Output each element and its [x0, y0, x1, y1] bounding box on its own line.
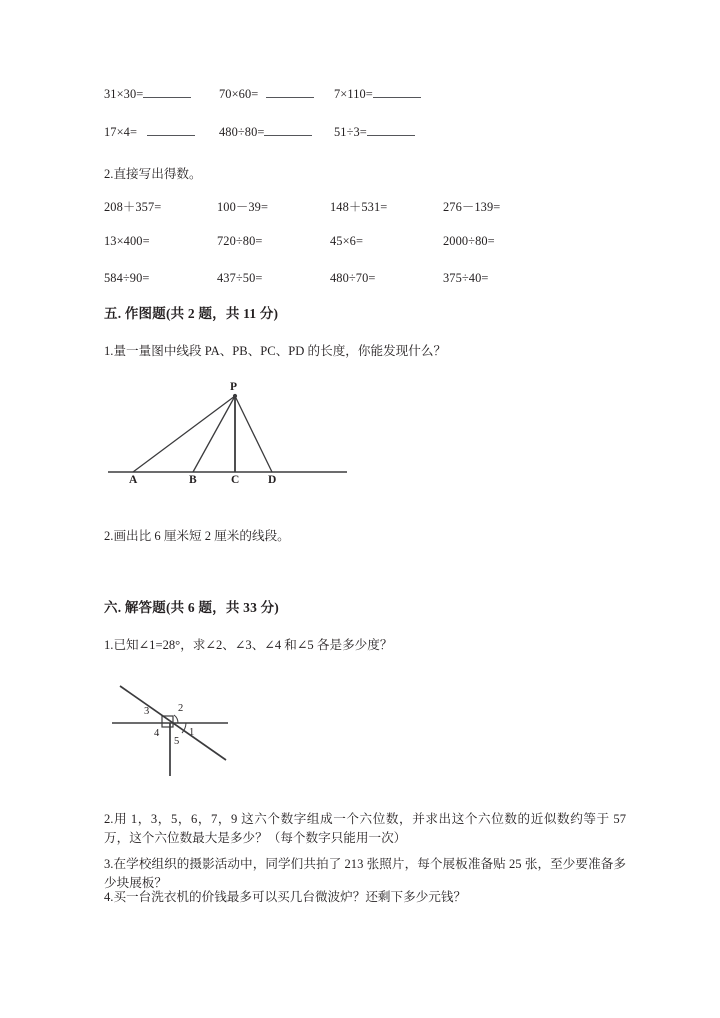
angle-arc-2 — [174, 715, 178, 723]
expression: 100－39= — [217, 200, 269, 214]
angle-label-1: 1 — [189, 727, 195, 738]
section-five-heading: 五. 作图题(共 2 题，共 11 分) — [104, 306, 279, 321]
expression: 720÷80= — [217, 234, 263, 248]
direct-answer-row-3 — [104, 271, 556, 286]
segment-PD — [235, 396, 272, 472]
figure-label-D: D — [268, 474, 277, 486]
intersecting-lines-angle-figure — [108, 678, 268, 778]
answer-blank[interactable] — [143, 86, 191, 98]
section-five-question-2: 2.画出比 6 厘米短 2 厘米的线段。 — [104, 529, 290, 543]
section-six-question-4: 4.买一台洗衣机的价钱最多可以买几台微波炉？还剩下多少元钱？ — [104, 890, 467, 904]
pa-pb-pc-pd-svg — [100, 383, 360, 488]
answer-blank[interactable] — [373, 86, 421, 98]
figure-label-C: C — [231, 474, 240, 486]
answer-blank[interactable] — [147, 124, 195, 136]
angle-figure-svg — [108, 678, 268, 778]
section-six-question-3: 3.在学校组织的摄影活动中，同学们共拍了 213 张照片，每个展板准备贴 25 张，至少要准备多少块展板？ — [104, 857, 626, 890]
expression: 148＋531= — [330, 200, 388, 214]
perpendicular-distance-figure — [100, 383, 360, 488]
oral-calc-cell — [219, 124, 334, 140]
expression: 13×400= — [104, 234, 150, 248]
expression: 276－139= — [443, 200, 501, 214]
section-five-question-1: 1.量一量图中线段 PA、PB、PC、PD 的长度，你能发现什么？ — [104, 344, 447, 358]
expression: 51÷3= — [334, 125, 367, 139]
oral-calc-row-2 — [104, 124, 449, 140]
figure-label-A: A — [129, 474, 138, 486]
oral-calc-cell — [219, 86, 334, 102]
figure-label-B: B — [189, 474, 197, 486]
answer-blank[interactable] — [266, 86, 314, 98]
angle-label-3: 3 — [144, 706, 150, 717]
direct-answer-row-1 — [104, 197, 556, 215]
section-six-question-1: 1.已知∠1=28°，求∠2、∠3、∠4 和∠5 各是多少度？ — [104, 638, 393, 652]
expression: 375÷40= — [443, 271, 489, 285]
oral-calc-cell — [334, 86, 449, 102]
angle-label-5: 5 — [174, 736, 180, 747]
oral-calc-cell — [104, 86, 219, 102]
figure-label-P: P — [230, 381, 238, 393]
angle-label-2: 2 — [178, 703, 184, 714]
expression: 31×30= — [104, 87, 144, 101]
expression: 70×60= — [219, 87, 259, 101]
expression: 7×110= — [334, 87, 373, 101]
expression: 437÷50= — [217, 271, 263, 285]
point-P-dot — [233, 394, 237, 398]
oral-calc-row-1 — [104, 86, 449, 102]
expression: 17×4= — [104, 125, 138, 139]
answer-blank[interactable] — [367, 124, 415, 136]
expression: 480÷80= — [219, 125, 265, 139]
segment-PB — [193, 396, 235, 472]
answer-blank[interactable] — [264, 124, 312, 136]
direct-answer-row-2 — [104, 234, 556, 249]
section-six-heading: 六. 解答题(共 6 题，共 33 分) — [104, 600, 279, 615]
expression: 584÷90= — [104, 271, 150, 285]
expression: 208＋357= — [104, 200, 162, 214]
section-six-question-2: 2.用 1，3，5，6，7，9 这六个数字组成一个六位数，并求出这个六位数的近似数约等于 57 万，这个六位数最大是多少？（每个数字只能用一次） — [104, 812, 626, 845]
oral-calc-cell — [334, 124, 449, 140]
direct-answer-prompt: 2.直接写出得数。 — [104, 167, 202, 181]
angle-label-4: 4 — [154, 728, 160, 739]
expression: 2000÷80= — [443, 234, 495, 248]
expression: 480÷70= — [330, 271, 376, 285]
expression: 45×6= — [330, 234, 364, 248]
segment-PA — [133, 396, 235, 472]
oral-calc-cell — [104, 124, 219, 140]
